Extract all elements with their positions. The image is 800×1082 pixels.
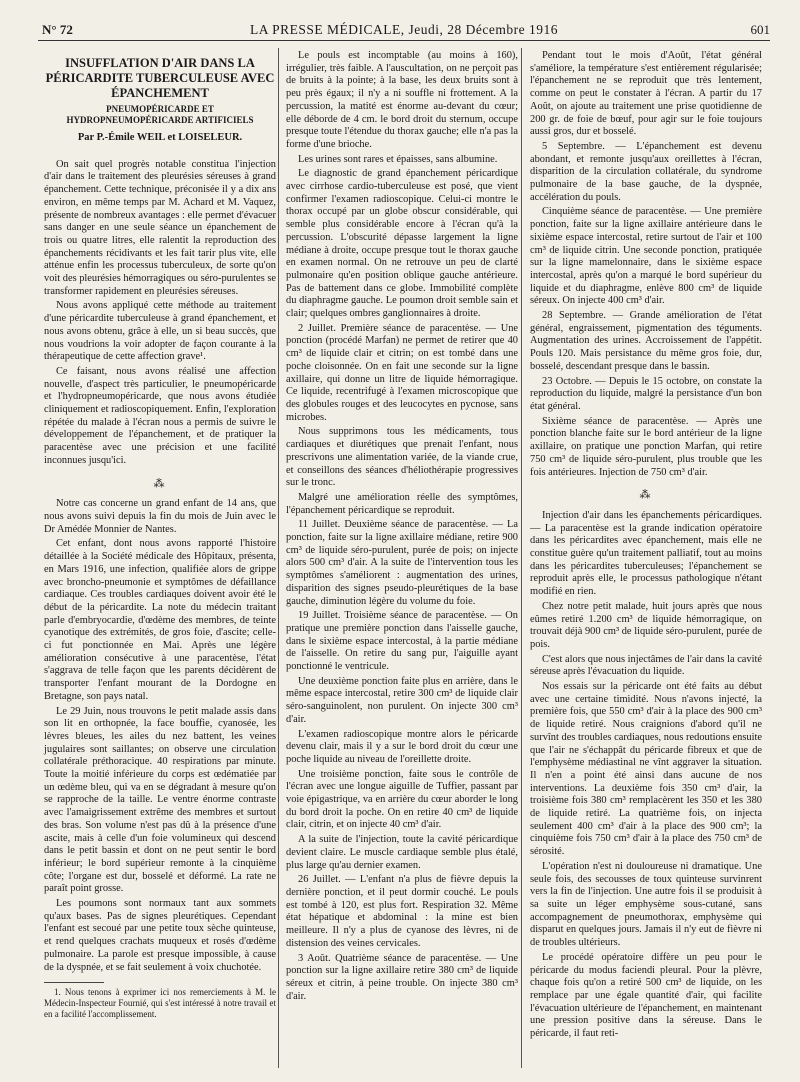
section-separator: ⁂	[153, 477, 167, 490]
paragraph: Le pouls est incomptable (au moins à 160), irrégulier, très faible. A l'auscultation, on ne perçoit pas de bruits à la pointe; à la base, les deux bruits sont à peu près égaux; il n'y a ni souffle ni frottement. A la percussion, la matité est énorme au-devant du cœur; elle déborde de 4 cm. le bord droit du sternum, occupe presque toute l'étendue du thorax gauche; elle n'a pas la forme d'une brioche.	[286, 50, 518, 150]
paragraph: A la suite de l'injection, toute la cavité péricardique devient claire. Le muscle cardiaque semble plus étalé, plus large qu'au dernier examen.	[286, 834, 518, 871]
paragraph: L'opération n'est ni douloureuse ni dramatique. Une seule fois, des secousses de toux quinteuse survinrent vers la fin de l'injection. Une autre fois il se produisit à sa suite un léger emphysème sous-cutané, sans accompagnement de pneumothorax, emphysème qui disparut en quelques jours. Jamais il n'y eut de fièvre ni de troubles ultérieurs.	[530, 860, 762, 949]
journal-title: LA PRESSE MÉDICALE, Jeudi, 28 Décembre 1916	[250, 22, 558, 37]
paragraph: Le 29 Juin, nous trouvons le petit malade assis dans son lit en orthopnée, la face bouffie, cyanosée, les lèvres bleues, les ailes du nez battent, les veines jugulaires sont saillantes; on observe une circulation collatérale préthoracique. 40 respirations par minute. Toute la moitié inférieure du corps est œdématiée par un œdème bleu, qui va en se dégradant à mesure qu'on se rapproche de la taille. Le ventre énorme contraste avec l'amaigrissement extrême des membres et surtout des bras. Son volume n'est pas dû à la présence d'une ascite, mais à celle d'un foie volumineux qui descend dans le petit bassin et dont on ne peut sentir le bord inférieur; le bord supérieur remonte à la cinquième côte; l'organe est dur, bosselé et déformé. La rate ne paraît point grosse.	[44, 705, 276, 895]
paragraph: 26 Juillet. — L'enfant n'a plus de fièvre depuis la dernière ponction, et il peut dormir couché. Le pouls est tombé à 120, est plus fort. Respiration 32. Même état hépatique et abdominal : la mine est bien meilleure. Il n'y a plus de cyanose des lèvres, ni de distension des veines cervicales.	[286, 874, 518, 949]
paragraph: Nous avons appliqué cette méthode au traitement d'une péricardite tuberculeuse à grand épanchement, et nous avons obtenu, grâce à elle, un si beau succès, que nous voudrions la voir adopter de façon courante à la thérapeutique de cette affection grave¹.	[44, 300, 276, 363]
paragraph: Nous supprimons tous les médicaments, tous cardiaques et diurétiques que prenait l'enfant, nous prescrivons une alimentation variée, de la viande crue, et conseillons des séances d'héliothérapie progressives sur le tronc.	[286, 426, 518, 489]
page-number: 601	[750, 22, 770, 37]
article-title: INSUFFLATION D'AIR DANS LA PÉRICARDITE TUBERCULEUSE AVEC ÉPANCHEMENT	[45, 56, 275, 100]
paragraph: 19 Juillet. Troisième séance de paracentèse. — On pratique une première ponction dans l'aisselle gauche, dans le sixième espace intercostal, à la partie médiane de l'aisselle. On retire du sang pur, l'aiguille ayant ponctionné le ventricule.	[286, 610, 518, 673]
column-divider	[521, 48, 522, 1068]
paragraph: Le diagnostic de grand épanchement péricardique avec cirrhose cardio-tuberculeuse est posé, que vient confirmer l'examen radioscopique. Celui-ci montre le thorax occupé par un globe obscur considérable, qui semble plus considérable encore à l'écran qu'à la percussion. L'obscurité dépasse largement la ligne médiane à droite, occupe presque tout le thorax gauche en examen normal. On ne retrouve un peu de clarté pulmonaire qu'en position oblique gauche antérieure. Pas de battement dans ce globe. Immobilité complète du diaphragme gauche. Le poumon droit semble sain et clair; quelques ombres ganglionnaires à droite.	[286, 168, 518, 320]
paragraph: 3 Août. Quatrième séance de paracentèse. — Une ponction sur la ligne axillaire retire 380 cm³ de liquide séreux et citrin, à peine trouble. On injecte 380 cm³ d'air.	[286, 952, 518, 1002]
paragraph: Chez notre petit malade, huit jours après que nous eûmes retiré 1.200 cm³ de liquide hémorragique, on trouvait déjà 900 cm³ de liquide séro-purulent, purée de pois.	[530, 600, 762, 650]
page-header	[38, 20, 770, 42]
paragraph: Une troisième ponction, faite sous le contrôle de l'écran avec une longue aiguille de Tuffier, passant par voie épigastrique, va en arrière du cœur aborder le long du bord droit la poche. On en retire 40 cm³ de liquide clair, citrin, et on injecte 40 cm³ d'air.	[286, 768, 518, 831]
paragraph: Sixième séance de paracentèse. — Après une ponction blanche faite sur le bord antérieur de la ligne axillaire, on pratique une ponction Marfan, qui retire 750 cm³ de liquide séro-purulent, plus trouble que les fois antérieures. Injection de 750 cm³ d'air.	[530, 415, 762, 478]
column-3	[530, 50, 762, 1043]
column-1	[44, 50, 276, 1022]
paragraph: 5 Septembre. — L'épanchement est devenu abondant, et remonte jusqu'aux oreillettes à l'écran, disparition de la circulation collatérale, du syndrome pulmonaire de la base gauche, de la dyspnée, accélération du pouls.	[530, 140, 762, 203]
paragraph: On sait quel progrès notable constitua l'injection d'air dans le traitement des pleurésies séreuses à grand épanchement. Cette technique, préconisée il y a dix ans environ, en même temps par M. Achard et M. Vaquez, présente de nombreux avantages : elle permet d'évacuer sans danger en une seule séance un épanchement de trois ou quatre litres, elle ralentit la reproduction des épanchements récidivants et les fait tarir plus vite, elle atténue enfin les processus tuberculeux, de sorte qu'on voit des pleurésies hémorragiques ou séro-purulentes se transformer rapidement en pleurésies séreuses.	[44, 158, 276, 297]
paragraph: Cinquième séance de paracentèse. — Une première ponction, faite sur la ligne axillaire antérieure dans le sixième espace intercostal, retire surtout de l'air et 100 cm³ de liquide citrin. Une seconde ponction, pratiquée sur la ligne mamelonnaire, dans le sixième espace intercostal, après qu'on a marqué le bord supérieur du liquide et du diaphragme, enlève 800 cm³ de liquide séreux. On injecte 400 cm³ d'air.	[530, 206, 762, 307]
paragraph: 23 Octobre. — Depuis le 15 octobre, on constate la reproduction du liquide, malgré la persistance d'un bon état général.	[530, 375, 762, 412]
column-divider	[278, 48, 279, 1068]
issue-number: N° 72	[42, 22, 73, 37]
paragraph: Malgré une amélioration réelle des symptômes, l'épanchement péricardique se reproduit.	[286, 491, 518, 516]
footnote: 1. Nous tenons à exprimer ici nos remerciements à M. le Médecin-Inspecteur Fournié, qui s'est intéressé à notre travail et en a facilité l'accomplissement.	[44, 987, 276, 1020]
paragraph: C'est alors que nous injectâmes de l'air dans la cavité séreuse après l'évacuation du liquide.	[530, 653, 762, 678]
paragraph: Les poumons sont normaux tant aux sommets qu'aux bases. Pas de signes pleurétiques. Cependant l'enfant est secoué par une petite toux sèche quinteuse, et rend quelques crachats muqueux et rosés d'œdème pulmonaire. La parole est presque impossible, à cause de la dyspnée, et se fait seulement à voix chuchotée.	[44, 898, 276, 973]
paragraph: 11 Juillet. Deuxième séance de paracentèse. — La ponction, faite sur la ligne axillaire médiane, retire 900 cm³ de liquide séro-purulent, purée de pois; on injecte alors 500 cm³ d'air. A la suite de l'intervention tous les symptômes s'améliorent : augmentation des urines, disparition des signes pseudo-pleurétiques de la base gauche, diminution légère du volume du foie.	[286, 519, 518, 607]
footnote-rule	[44, 982, 104, 983]
paragraph: Cet enfant, dont nous avons rapporté l'histoire détaillée à la Société médicale des Hôpitaux, présenta, en Mars 1916, une infection, qualifiée alors de grippe avec broncho-pneumonie et symptômes de défaillance cardiaque. Ces troubles cardiaques doivent avoir été le début de la péricardite. La note du médecin traitant parle d'embryocardie, d'œdème des membres, de teinte cyanotique des extrémités, de gros foie, d'ascite; celle-ci fut ponctionnée en Mai. Après une légère amélioration consécutive à une paracentèse, l'état s'aggrava de telle façon que les parents décidèrent de transporter l'enfant mourant de la Dordogne en Bretagne, son pays natal.	[44, 538, 276, 702]
article-authors: Par P.-Émile WEIL et LOISELEUR.	[77, 132, 243, 143]
section-separator: ⁂	[639, 489, 653, 502]
paragraph: L'examen radioscopique montre alors le péricarde devenu clair, mais il y a sur le bord droit du cœur une poche liquide au niveau de l'oreillette droite.	[286, 728, 518, 765]
paragraph: Notre cas concerne un grand enfant de 14 ans, que nous avons suivi depuis la fin du mois de Juin avec le Dr Amédée Monnier de Nantes.	[44, 498, 276, 535]
header-rule	[38, 40, 770, 41]
paragraph: Pendant tout le mois d'Août, l'état général s'améliore, la température s'est entièrement régularisée; l'épanchement ne se reproduit que très lentement, comme on peut le constater à l'écran. A partir du 17 Août, on ajoute au traitement une prise quotidienne de 200 gr. de foie de bœuf, pour agir sur le foie toujours aussi gros, dur et bosselé.	[530, 50, 762, 138]
paragraph: Les urines sont rares et épaisses, sans albumine.	[298, 153, 498, 165]
paragraph: Le procédé opératoire diffère un peu pour le péricarde du modus faciendi pleural. Pour la plèvre, chaque fois qu'on a retiré 500 cm³ de liquide, on les remplace par une égale quantité d'air, qui facilite l'évacuation ultérieure de l'épanchement, en maintenant une pression positive dans la séreuse. Dans le péricarde, il faut reti-	[530, 951, 762, 1040]
paragraph: Injection d'air dans les épanchements péricardiques. — La paracentèse est la grande indication opératoire dans les péricardites avec épanchement, mais elle ne constitue guère qu'un traitement palliatif, tout au moins dans les péricardites tuberculeuses; l'épanchement se reproduit après elle, le processus pathologique n'étant modifié en rien.	[530, 509, 762, 598]
paragraph: Ce faisant, nous avons réalisé une affection nouvelle, d'aspect très particulier, le pneumopéricarde et l'hydropneumopéricarde, que nous avons étudiée cliniquement et radioscopiquement. Enfin, l'exploration répétée du malade à l'écran nous a permis de suivre le développement de l'épanchement, et de pratiquer la paracentèse avec une précision et une facilité inconnues jusqu'ici.	[44, 365, 276, 466]
paragraph: Une deuxième ponction faite plus en arrière, dans le même espace intercostal, retire 300 cm³ de liquide clair séro-sanguinolent, non purulent. On injecte 300 cm³ d'air.	[286, 675, 518, 725]
paragraph: Nos essais sur la péricarde ont été faits au début avec une certaine timidité. Nous n'avons injecté, la première fois, que 550 cm³ d'air à la place des 900 cm³ de liquide retiré. Nous craignions d'abord qu'il ne survînt des troubles cardiaques, nous redoutions ensuite que l'air ne s'échappât du péricarde fibreux et que de l'emphysème médiastinal ne vînt aggraver la situation. Il n'en a point été ainsi dans aucune de nos interventions. La deuxième fois 350 cm³ d'air, la troisième fois 380 cm³ remplacèrent les 350 et les 380 de liquide retiré. La quatrième fois, on injecta seulement 400 cm³ d'air à la place des 900 cm³; la cinquième fois 750 cm³ d'air à la place des 750 cm³ de sérosité.	[530, 681, 762, 858]
paragraph: 28 Septembre. — Grande amélioration de l'état général, engraissement, pigmentation des téguments. Augmentation des urines. Accroissement de l'appétit. Pouls 120. Mais persistance du même gros foie, dur, bosselé, descendant presque dans le bassin.	[530, 310, 762, 372]
column-2	[286, 50, 518, 1005]
article-subtitle: PNEUMOPÉRICARDE ET HYDROPNEUMOPÉRICARDE ARTIFICIELS	[66, 104, 254, 125]
paragraph: 2 Juillet. Première séance de paracentèse. — Une ponction (procédé Marfan) ne permet de retirer que 40 cm³ de liquide clair et citrin; on est tombé dans une poche cloisonnée. On en fait une seconde sur la ligne axillaire, qui donne un litre de liquide hémorragique. Ce liquide, recentrifugé à l'examen microscopique que des globules rouges et des leucocytes en pycnose, sans microbes.	[286, 322, 518, 423]
